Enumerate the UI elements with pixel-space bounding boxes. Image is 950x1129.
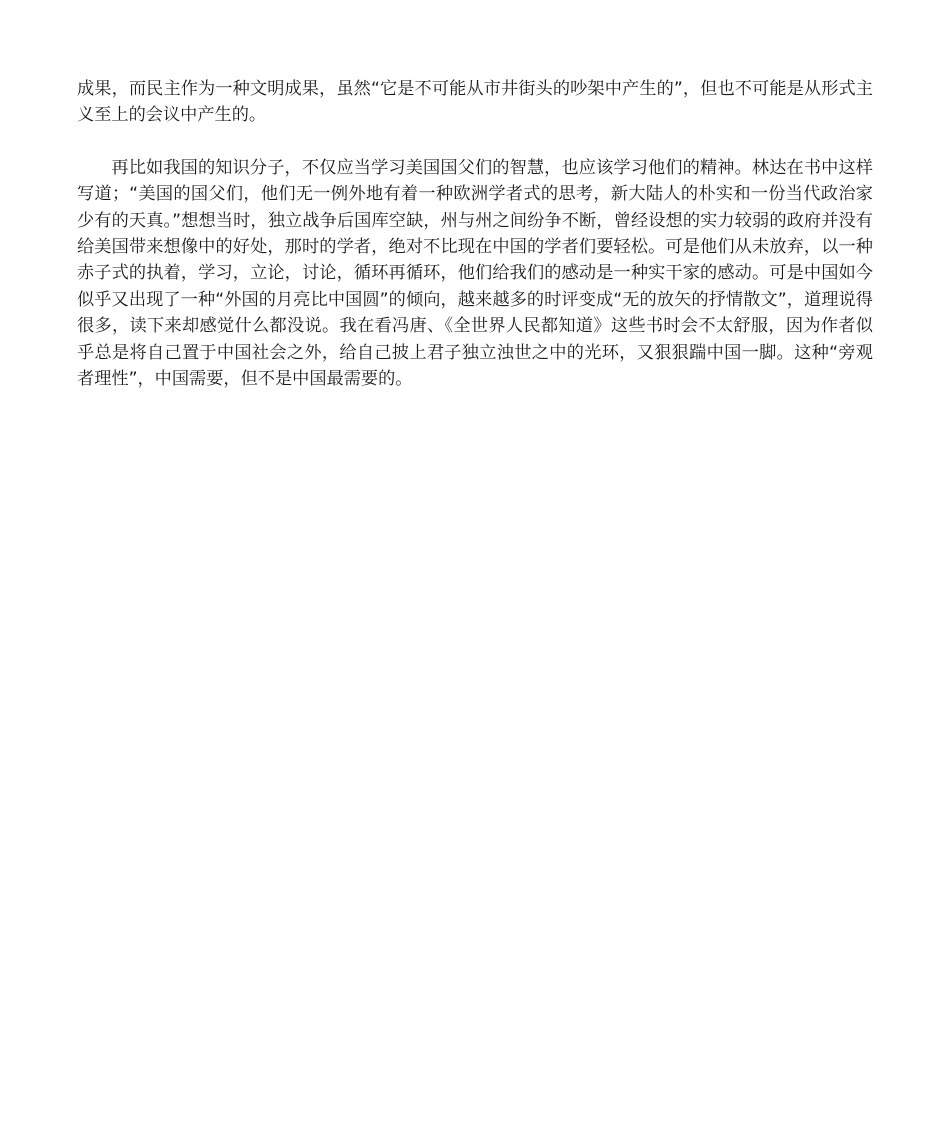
paragraph-intellectuals: 再比如我国的知识分子，不仅应当学习美国国父们的智慧，也应该学习他们的精神。林达在书中这样写道；“美国的国父们，他们无一例外地有着一种欧洲学者式的思考，新大陆人的朴实和一份当代政治家少有的天真。”想想当时，独立战争后国库空缺，州与州之间纷争不断，曾经设想的实力较弱的政府并没有给美国带来想像中的好处，那时的学者，绝对不比现在中国的学者们要轻松。可是他们从未放弃，以一种赤子式的执着，学习，立论，讨论，循环再循环，他们给我们的感动是一种实干家的感动。可是中国如今似乎又出现了一种“外国的月亮比中国圆”的倾向，越来越多的时评变成“无的放矢的抒情散文”，道理说得很多，读下来却感觉什么都没说。我在看冯唐、《全世界人民都知道》这些书时会不太舒服，因为作者似乎总是将自己置于中国社会之外，给自己披上君子独立浊世之中的光环，又狠狠踹中国一脚。这种“旁观者理性”，中国需要，但不是中国最需要的。: [77, 157, 873, 390]
document-page: [77, 76, 873, 392]
paragraph-spacer: [77, 129, 873, 155]
paragraph-continuation: 成果，而民主作为一种文明成果，虽然“它是不可能从市井街头的吵架中产生的”，但也不可能是从形式主义至上的会议中产生的。: [77, 79, 873, 126]
